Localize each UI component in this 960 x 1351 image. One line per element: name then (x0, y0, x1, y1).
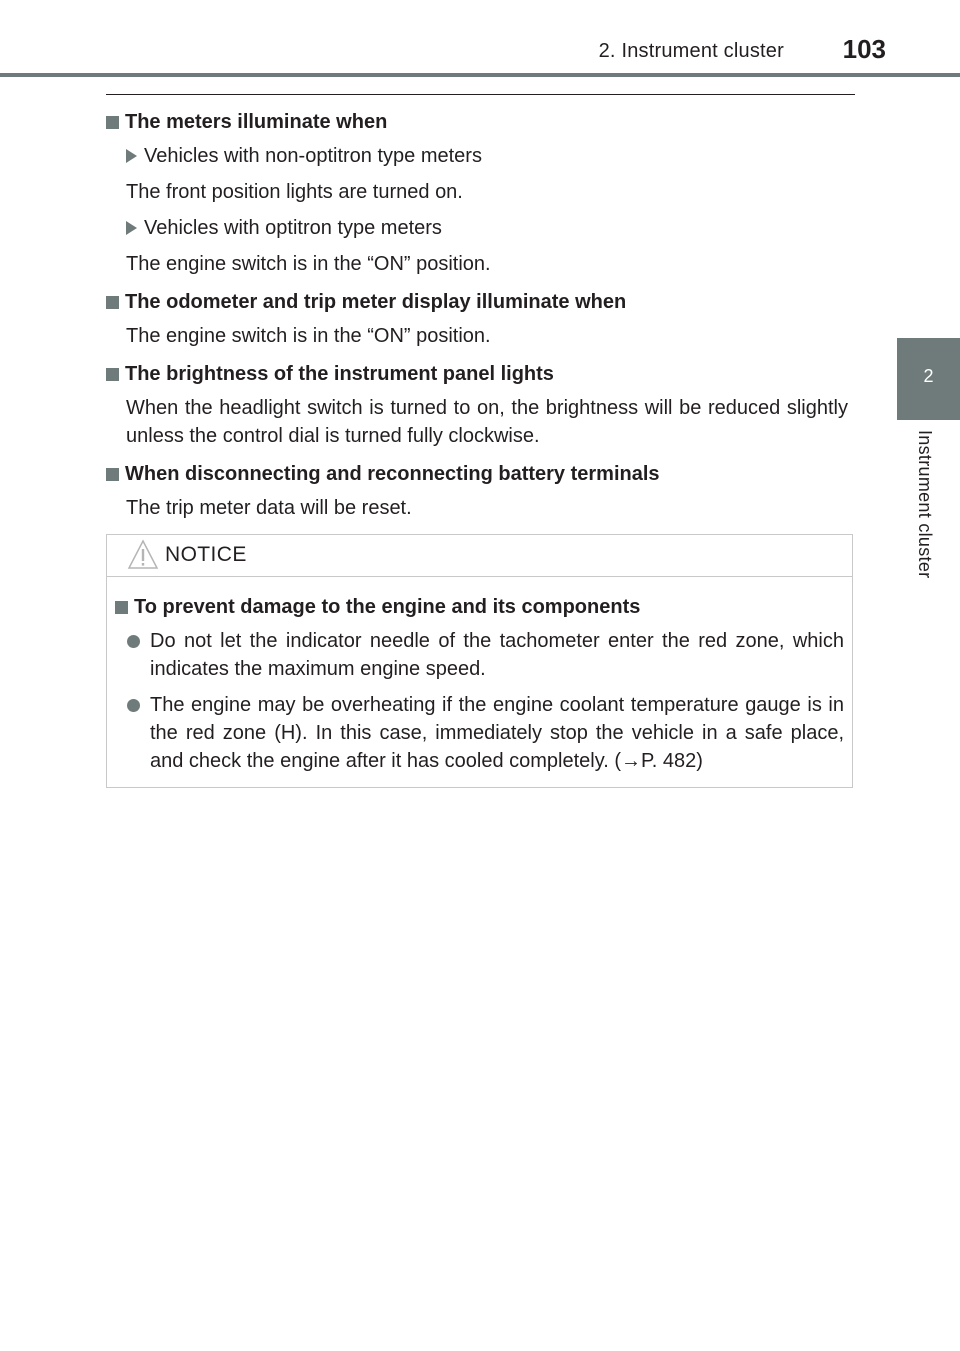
square-bullet-icon (106, 116, 119, 129)
triangle-bullet-icon (126, 149, 137, 163)
side-tab (897, 338, 960, 420)
side-tab-label: Instrument cluster (915, 430, 935, 579)
notice-item (127, 627, 844, 683)
notice-heading-text: To prevent damage to the engine and its components (134, 596, 641, 618)
section-heading-text: The odometer and trip meter display illuminate when (125, 291, 627, 313)
notice-body (107, 577, 852, 775)
sub-item-text: Vehicles with non-optitron type meters (144, 145, 482, 167)
paragraph: When the headlight switch is turned to on, the brightness will be reduced slightly unless the control dial is turned fully clockwise. (126, 397, 848, 447)
header-rule (0, 73, 960, 77)
header-divider (106, 94, 855, 95)
section-battery (106, 460, 848, 522)
section-heading-text: When disconnecting and reconnecting battery terminals (125, 463, 660, 485)
square-bullet-icon (106, 468, 119, 481)
section-heading (106, 360, 848, 388)
paragraph: The trip meter data will be reset. (126, 497, 412, 519)
triangle-bullet-icon (126, 221, 137, 235)
section-heading-text: The brightness of the instrument panel lights (125, 363, 554, 385)
notice-header (107, 535, 852, 577)
section-meters-illuminate (106, 108, 848, 278)
section-heading (106, 288, 848, 316)
sub-item-text: Vehicles with optitron type meters (144, 217, 442, 239)
sub-item (126, 214, 848, 242)
sub-item (126, 142, 848, 170)
side-tab-number: 2 (923, 366, 934, 386)
paragraph: The front position lights are turned on. (126, 181, 463, 203)
paragraph: The engine switch is in the “ON” position. (126, 325, 491, 347)
header-chapter-title: 2. Instrument cluster (598, 40, 784, 62)
circle-bullet-icon (127, 635, 140, 648)
notice-item-text: The engine may be overheating if the engine coolant temperature gauge is in the red zone (H). In this case, immediately stop the vehicle in a safe place, and check the engine after it has cooled completely. (→P. 482) (150, 694, 844, 772)
section-heading (106, 108, 848, 136)
circle-bullet-icon (127, 699, 140, 712)
section-brightness (106, 360, 848, 450)
square-bullet-icon (106, 368, 119, 381)
section-heading (106, 460, 848, 488)
page-number: 103 (842, 34, 886, 64)
notice-item (127, 691, 844, 775)
notice-item-text: Do not let the indicator needle of the tachometer enter the red zone, which indicates the maximum engine speed. (150, 630, 844, 680)
square-bullet-icon (106, 296, 119, 309)
notice-box (106, 534, 853, 788)
paragraph: The engine switch is in the “ON” position. (126, 253, 491, 275)
section-heading-text: The meters illuminate when (125, 111, 388, 133)
square-bullet-icon (115, 601, 128, 614)
notice-title: NOTICE (165, 543, 247, 566)
warning-triangle-icon (127, 539, 159, 571)
main-content (106, 108, 848, 532)
section-odometer (106, 288, 848, 350)
notice-heading (115, 593, 844, 621)
